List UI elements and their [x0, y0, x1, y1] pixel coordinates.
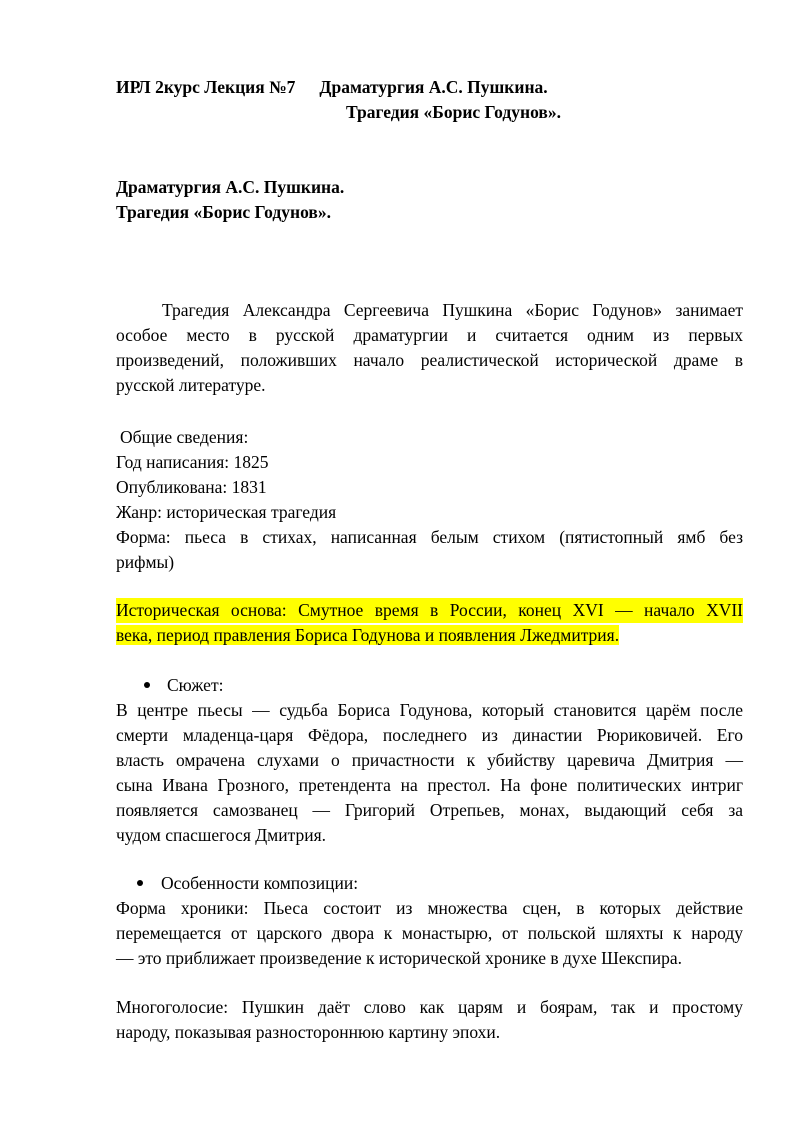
general-info-heading: Общие сведения:: [120, 427, 249, 447]
lecture-topic: Драматургия А.С. Пушкина.: [319, 77, 548, 97]
bullet-dot-icon: [144, 682, 150, 688]
polyphony-line: народу, показывая разностороннюю картину эпохи.: [116, 1022, 501, 1042]
intro-line: произведений, положивших начало реалистической исторической драме в: [116, 350, 743, 370]
plot-paragraph: [116, 698, 743, 848]
plot-line: власть омрачена слухами о причастности к убийству царевича Дмитрия —: [116, 750, 743, 770]
plot-bullet-label: Сюжет:: [167, 675, 224, 695]
plot-line: смерти младенца-царя Фёдора, последнего из династии Рюриковичей. Его: [116, 725, 743, 745]
plot-line: чудом спасшегося Дмитрия.: [116, 825, 327, 845]
composition-bullet-label: Особенности композиции:: [161, 873, 359, 893]
chronicle-paragraph: [116, 896, 743, 971]
published-year: Опубликована: 1831: [116, 477, 267, 497]
chronicle-line: — это приближает произведение к исторической хронике в духе Шекспира.: [116, 948, 682, 968]
year-written: Год написания: 1825: [116, 452, 269, 472]
form-line: рифмы): [116, 552, 175, 572]
bullet-dot-icon: [137, 880, 143, 886]
historical-basis-paragraph: [116, 598, 743, 648]
genre: Жанр: историческая трагедия: [116, 502, 337, 522]
polyphony-paragraph: [116, 995, 743, 1045]
lecture-header: [116, 75, 743, 100]
lecture-course: ИРЛ 2курс Лекция №7: [116, 77, 296, 97]
historical-basis-line: века, период правления Бориса Годунова и появления Лжедмитрия.: [116, 625, 620, 645]
chronicle-line: перемещается от царского двора к монастырю, от польской шляхты к народу: [116, 923, 743, 943]
form-line: Форма: пьеса в стихах, написанная белым стихом (пятистопный ямб без: [116, 527, 743, 547]
intro-paragraph: [116, 298, 743, 398]
page-title-line1: Драматургия А.С. Пушкина.: [116, 177, 345, 197]
general-info-section: [116, 425, 743, 575]
intro-line: русской литературе.: [116, 375, 266, 395]
intro-line: особое место в русской драматургии и считается одним из первых: [116, 325, 743, 345]
lecture-subtopic: Трагедия «Борис Годунов».: [346, 102, 561, 122]
historical-basis-line: Историческая основа: Смутное время в России, конец XVI — начало XVII: [116, 598, 743, 623]
plot-line: сына Ивана Грозного, претендента на престол. На фоне политических интриг: [116, 775, 743, 795]
page-title-line2: Трагедия «Борис Годунов».: [116, 202, 331, 222]
plot-line: появляется самозванец — Григорий Отрепьев, монах, выдающий себя за: [116, 800, 743, 820]
intro-line: Трагедия Александра Сергеевича Пушкина «Борис Годунов» занимает: [162, 300, 743, 320]
polyphony-line: Многоголосие: Пушкин даёт слово как царям и боярам, так и простому: [116, 997, 743, 1017]
plot-line: В центре пьесы — судьба Бориса Годунова, который становится царём после: [116, 700, 743, 720]
chronicle-line: Форма хроники: Пьеса состоит из множества сцен, в которых действие: [116, 898, 743, 918]
